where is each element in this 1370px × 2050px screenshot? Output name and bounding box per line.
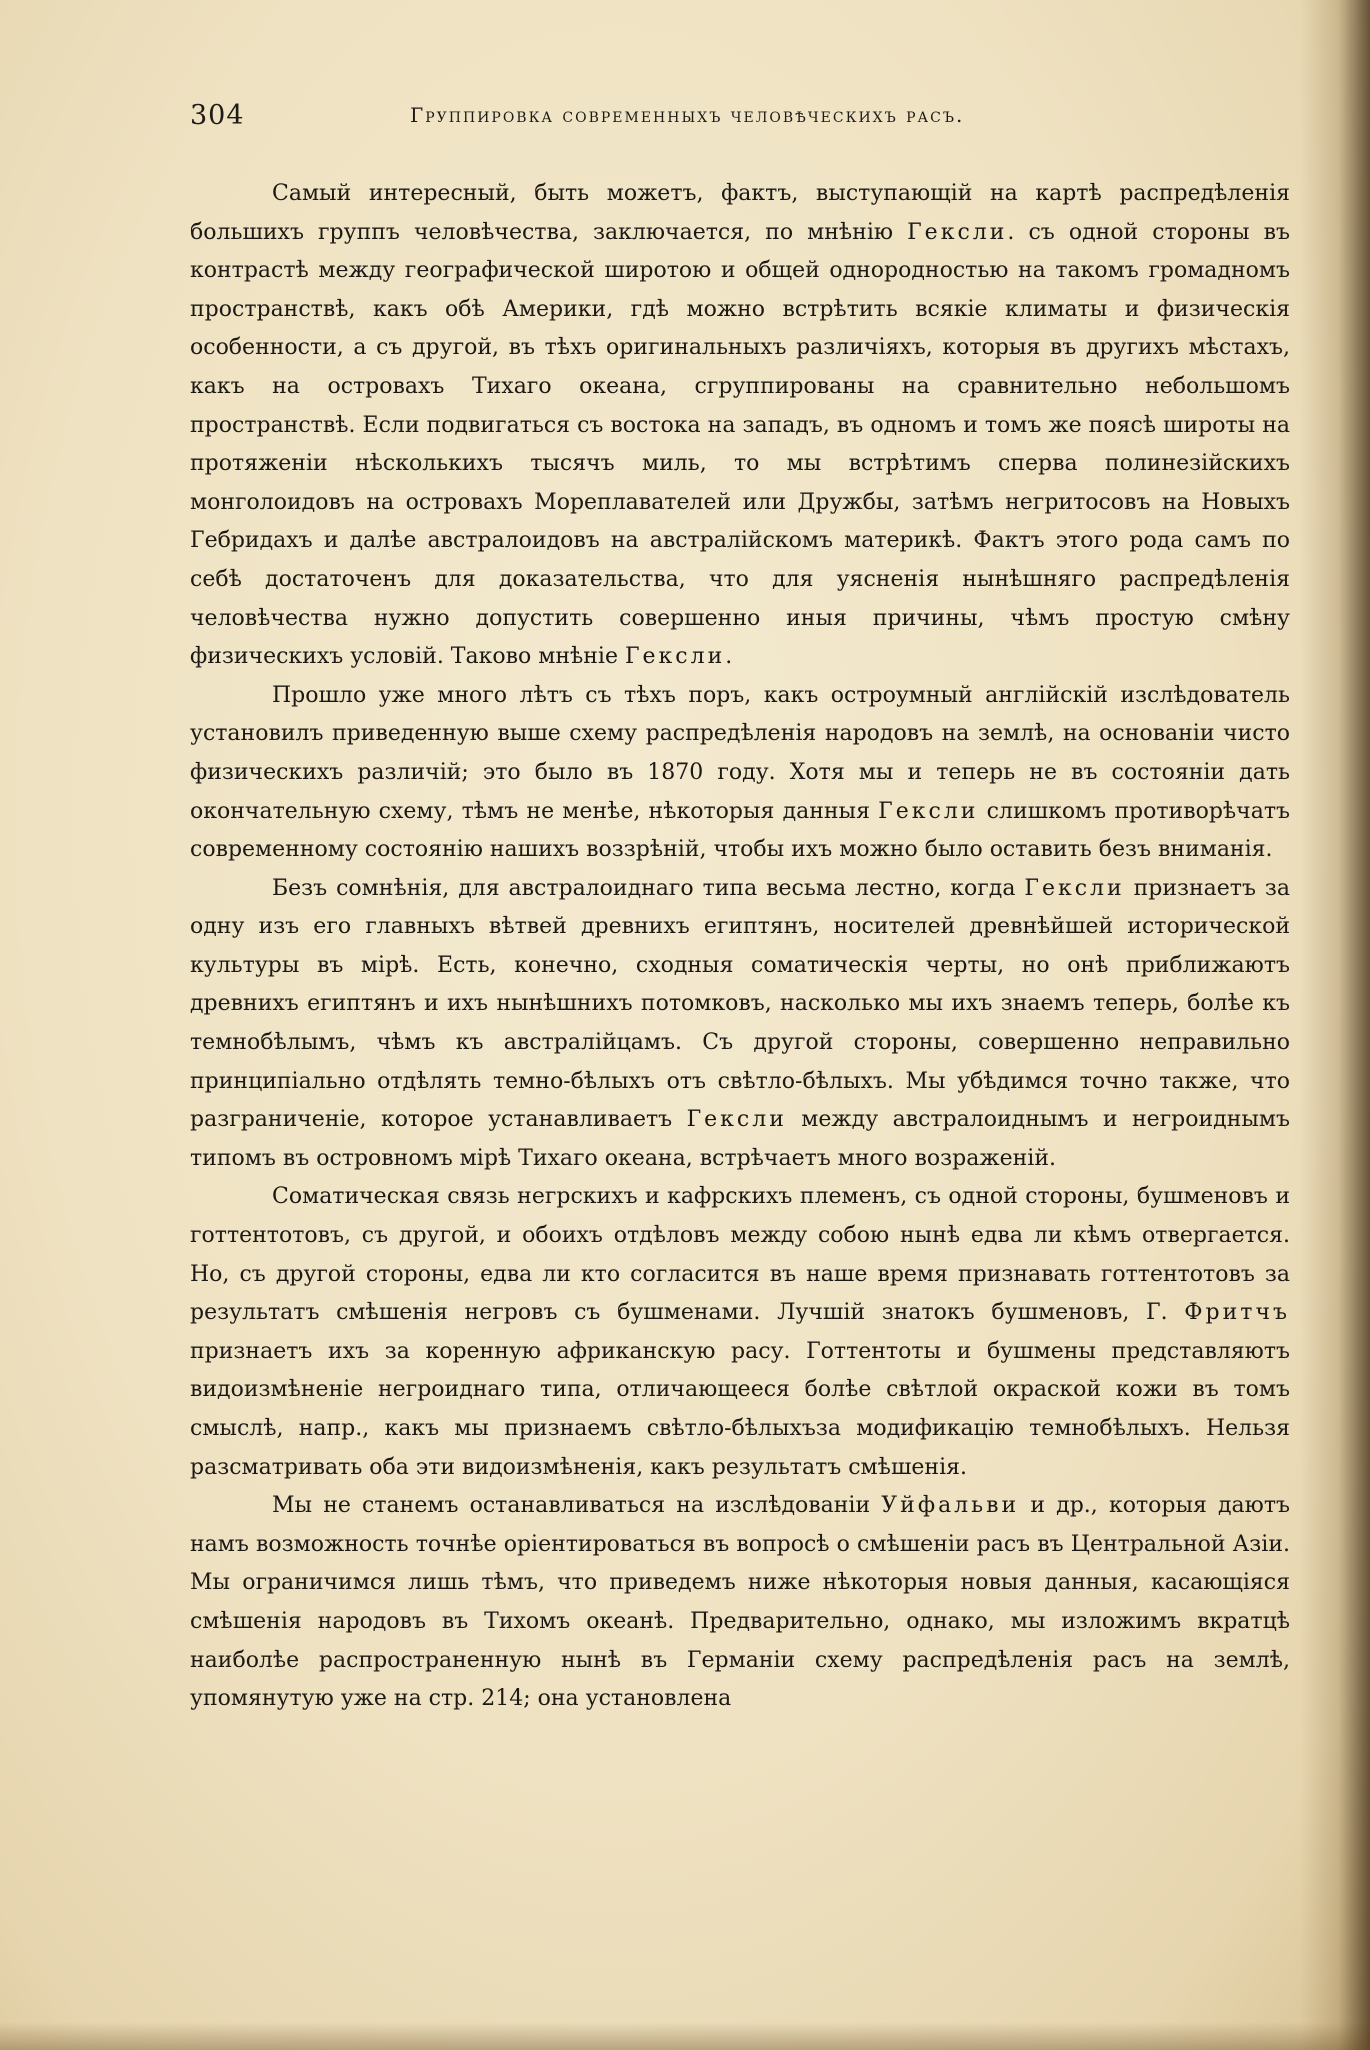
text-segment: между австралоиднымъ и негроиднымъ типомъ въ островномъ мірѣ Тихаго океана, встрѣчаетъ много возраженій. [190,1107,1290,1171]
text-segment: . [725,644,733,670]
author-name: Фритчъ [1184,1300,1290,1326]
author-name: Гексли [878,798,979,824]
text-segment: Самый интересный, быть можетъ, фактъ, выступающій на картѣ распредѣленія большихъ группъ человѣчества, заключается, по мнѣнію [190,181,1290,245]
paragraph-3 [190,870,1290,1179]
author-name: Гексли [1024,875,1125,901]
paragraph-2 [190,677,1290,870]
author-name: Гексли [624,644,726,670]
text-segment: Соматическая связь негрскихъ и кафрскихъ племенъ, съ одной стороны, бушменовъ и готтентотовъ, съ другой, и обоихъ отдѣловъ между собою нынѣ едва ли кѣмъ отвергается. Но, съ другой стороны, едва ли кто согласится въ наше время признавать готтентотовъ за результатъ смѣшенія негровъ съ бушменами. Лучшій знатокъ бушменовъ, Г. [190,1184,1290,1326]
page-bottom-edge [0,2022,1370,2050]
text-segment: слишкомъ противорѣчатъ современному состоянію нашихъ воззрѣній, чтобы ихъ можно было оставить безъ вниманія. [190,798,1291,863]
text-segment: и др., которыя даютъ намъ возможность точнѣе оріентироваться въ вопросѣ о смѣшеніи расъ въ Центральной Азіи. Мы ограничимся лишь тѣмъ, что приведемъ ниже нѣкоторыя новыя данныя, касающіяся смѣшенія народовъ въ Тихомъ океанѣ. Предварительно, однако, мы изложимъ вкратцѣ наиболѣе распространенную нынѣ въ Германіи схему распредѣленія расъ на землѣ, упомянутую уже на стр. 214; она установлена [190,1493,1290,1712]
author-name: Гексли [907,219,1008,245]
text-segment: признаетъ за одну изъ его главныхъ вѣтвей древнихъ египтянъ, носителей древнѣйшей исторической культуры въ мірѣ. Есть, конечно, сходныя соматическія черты, но онѣ приближаютъ древнихъ египтянъ и ихъ нынѣшнихъ потомковъ, насколько мы ихъ знаемъ теперь, болѣе къ темнобѣлымъ, чѣмъ къ австралійцамъ. Съ другой стороны, совершенно неправильно принципіально отдѣлять темно-бѣлыхъ отъ свѣтло-бѣлыхъ. Мы убѣдимся точно также, что разграниченіе, которое устанавливаетъ [190,875,1290,1133]
author-name: Уйфальви [881,1493,1020,1519]
paragraph-1 [190,175,1290,677]
page-number: 304 [190,100,245,131]
text-segment: Прошло уже много лѣтъ съ тѣхъ поръ, какъ остроумный англійскій изслѣдователь установилъ приведенную выше схему распредѣленія народовъ на землѣ, на основаніи чисто физическихъ различій; это было въ 1870 году. Хотя мы и теперь не въ состояніи дать окончательную схему, тѣмъ не менѣе, нѣкоторыя данныя [190,682,1290,824]
body-text [190,175,1290,1719]
author-name: Гексли [686,1107,787,1133]
paragraph-4 [190,1178,1290,1487]
running-title: Группировка современныхъ человѣческихъ расъ. [410,103,965,127]
text-segment: Безъ сомнѣнія, для австралоиднаго типа весьма лестно, когда [272,875,1025,901]
page-header [190,100,1100,140]
text-segment: . съ одной стороны въ контрастѣ между географической широтою и общей однородностью на такомъ громадномъ пространствѣ, какъ обѣ Америки, гдѣ можно встрѣтить всякіе климаты и физическія особенности, а съ другой, въ тѣхъ оригинальныхъ различіяхъ, которыя въ другихъ мѣстахъ, какъ на островахъ Тихаго океана, сгруппированы на сравнительно небольшомъ пространствѣ. Если подвигаться съ востока на западъ, въ одномъ и томъ же поясѣ широты на протяженіи нѣсколькихъ тысячъ миль, то мы встрѣтимъ сперва полинезійскихъ монголоидовъ на островахъ Мореплавателей или Дружбы, затѣмъ негритосовъ на Новыхъ Гебридахъ и далѣе австралоидовъ на австралійскомъ материкѣ. Фактъ этого рода самъ по себѣ достаточенъ для доказательства, что для уясненія нынѣшняго распредѣленія человѣчества нужно допустить совершенно иныя причины, чѣмъ простую смѣну физическихъ условій. Таково мнѣніе [190,219,1290,670]
paragraph-5 [190,1487,1290,1719]
spine-shadow [1300,0,1370,2050]
text-segment: Мы не станемъ останавливаться на изслѣдованіи [272,1493,882,1519]
text-segment: признаетъ ихъ за коренную африканскую расу. Готтентоты и бушмены представляютъ видоизмѣненіе негроиднаго типа, отличающееся болѣе свѣтлой окраской кожи въ томъ смыслѣ, напр., какъ мы признаемъ свѣтло-бѣлыхъза модификацію темнобѣлыхъ. Нельзя разсматривать оба эти видоизмѣненія, какъ результатъ смѣшенія. [190,1338,1290,1480]
